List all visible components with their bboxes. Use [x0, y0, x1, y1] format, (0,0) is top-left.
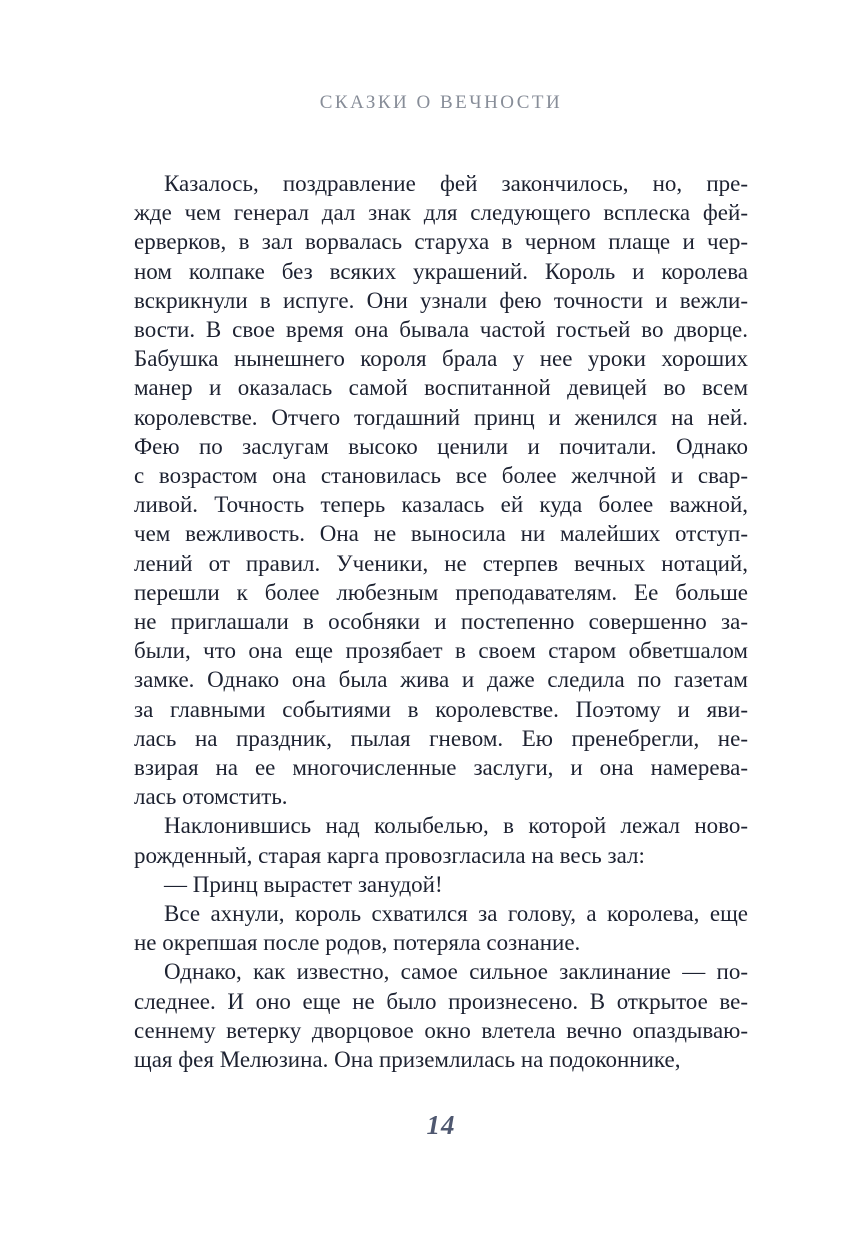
- running-head: СКАЗКИ О ВЕЧНОСТИ: [319, 92, 563, 113]
- text-line: перешли к более любезным преподавателям. Ее больше: [134, 579, 748, 605]
- text-line: лась отомстить.: [134, 784, 288, 810]
- text-line: вости. В свое время она бывала частой гостьей во дворце.: [134, 317, 748, 343]
- text-line: королевстве. Отчего тогдашний принц и женился на ней.: [134, 404, 748, 430]
- paragraph: [134, 811, 748, 869]
- text-line: чем вежливость. Она не выносила ни малейших отступ-: [134, 521, 748, 547]
- text-block: [134, 169, 748, 1074]
- text-line: были, что она еще прозябает в своем старом обветшалом: [134, 638, 748, 664]
- text-line: Казалось, поздравление фей закончилось, но, пре-: [164, 171, 748, 196]
- text-line: замке. Однако она была жива и даже следила по газетам: [134, 667, 748, 693]
- text-line: Наклонившись над колыбелью, в которой лежал ново-: [164, 813, 748, 839]
- text-line: взирая на ее многочисленные заслуги, и она намерева-: [134, 755, 748, 781]
- text-line: не приглашали в особняки и постепенно совершенно за-: [134, 609, 748, 635]
- text-line: Все ахнули, король схватился за голову, а королева, еще: [164, 901, 748, 927]
- text-line: лений от правил. Ученики, не стерпев вечных нотаций,: [134, 550, 748, 576]
- text-line: не окрепшая после родов, потеряла сознание.: [134, 930, 581, 956]
- text-line: рожденный, старая карга провозгласила на весь зал:: [134, 842, 645, 868]
- paragraph: [134, 169, 748, 811]
- text-line: манер и оказалась самой воспитанной девицей во всем: [134, 375, 748, 401]
- text-line: ливой. Точность теперь казалась ей куда более важной,: [134, 492, 748, 518]
- text-line: щая фея Мелюзина. Она приземлилась на подоконнике,: [134, 1047, 681, 1073]
- paragraph: [134, 899, 748, 957]
- paragraph: [134, 870, 748, 899]
- text-line: сеннему ветерку дворцовое окно влетела вечно опаздываю-: [134, 1017, 748, 1043]
- text-line: Однако, как известно, самое сильное заклинание — по-: [164, 959, 748, 985]
- page-number: 14: [426, 1110, 456, 1140]
- text-line: — Принц вырастет занудой!: [164, 871, 443, 897]
- text-line: Фею по заслугам высоко ценили и почитали. Однако: [134, 433, 748, 459]
- text-line: жде чем генерал дал знак для следующего всплеска фей-: [134, 200, 748, 226]
- text-line: следнее. И оно еще не было произнесено. В открытое ве-: [134, 988, 748, 1014]
- text-line: с возрастом она становилась все более желчной и свар-: [134, 463, 748, 489]
- text-line: Бабушка нынешнего короля брала у нее уроки хороших: [134, 346, 748, 372]
- text-line: вскрикнули в испуге. Они узнали фею точности и вежли-: [134, 287, 748, 313]
- text-line: лась на праздник, пылая гневом. Ею пренебрегли, не-: [134, 725, 748, 751]
- text-line: ерверков, в зал ворвалась старуха в черном плаще и чер-: [134, 229, 748, 255]
- text-line: ном колпаке без всяких украшений. Король и королева: [134, 258, 748, 284]
- paragraph: [134, 957, 748, 1074]
- text-line: за главными событиями в королевстве. Поэтому и яви-: [134, 696, 748, 722]
